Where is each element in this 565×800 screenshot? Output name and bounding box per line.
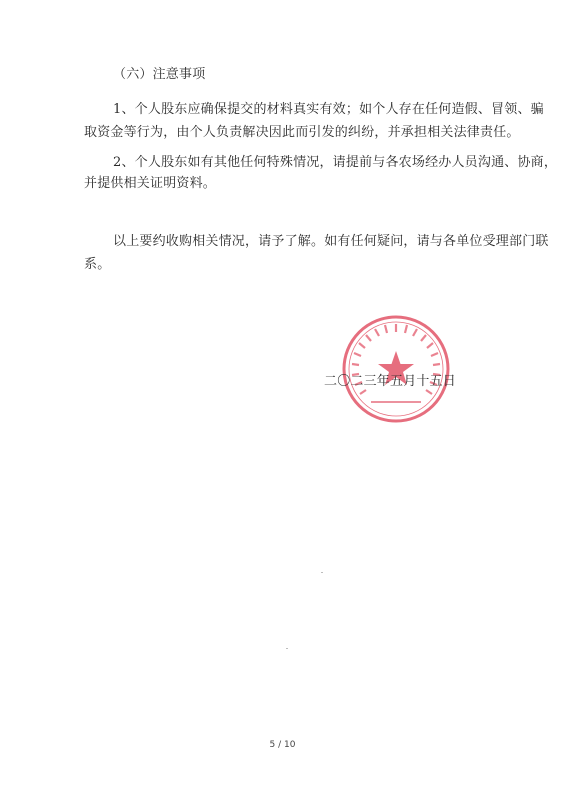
notice-item-1-line-2: 取资金等行为，由个人负责解决因此而引发的纠纷，并承担相关法律责任。 (84, 125, 520, 140)
notice-item-2-line-1: 2、个人股东如有其他任何特殊情况，请提前与各农场经办人员沟通、协商， (113, 155, 558, 170)
notice-item-2-line-2: 并提供相关证明资料。 (84, 176, 217, 191)
closing-paragraph-line-2: 系。 (84, 257, 111, 272)
document-date: 二〇二三年五月十五日 (324, 374, 457, 389)
scan-speck (286, 648, 288, 649)
closing-paragraph-line-1: 以上要约收购相关情况，请予了解。如有任何疑问，请与各单位受理部门联 (113, 234, 549, 249)
red-star-seal-icon (341, 314, 451, 424)
section-heading: （六）注意事项 (113, 67, 206, 82)
notice-item-1-line-1: 1、个人股东应确保提交的材料真实有效；如个人存在任何造假、冒领、骗 (113, 102, 544, 117)
scan-speck (321, 572, 323, 573)
page-number: 5 / 10 (269, 740, 296, 750)
